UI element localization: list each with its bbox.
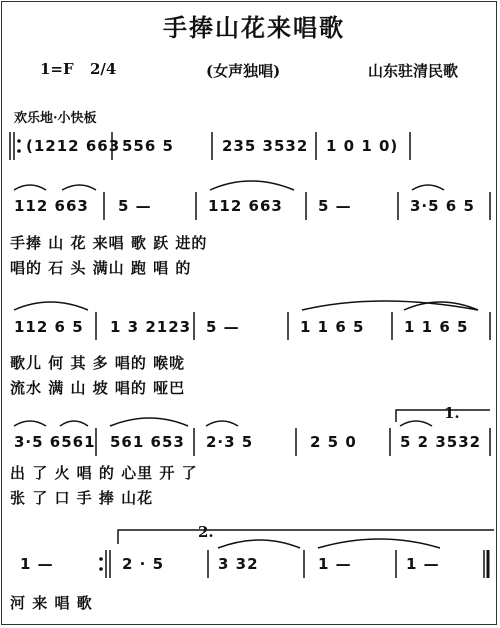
measure: 1 1 6 5 (404, 318, 469, 336)
tie (218, 540, 300, 548)
repeat-dot (99, 557, 103, 561)
lyric-line-1: 歌儿 何 其 多 唱的 喉咙 (10, 354, 186, 372)
lyric-line-1: 出 了 火 唱 的 心里 开 了 (10, 464, 198, 482)
repeat-dot (99, 567, 103, 571)
measure: 112 6 5 (14, 318, 84, 336)
measure: 556 5 (122, 137, 174, 155)
measure: 5 — (206, 318, 240, 336)
slur (14, 421, 46, 426)
key-signature: 1=F (40, 60, 74, 78)
volta-bracket (396, 410, 490, 422)
lyric-line-2: 流水 满 山 坡 唱的 哑巴 (10, 379, 186, 397)
measure: 235 3532 (222, 137, 309, 155)
slur (60, 421, 88, 426)
repeat-dot (17, 149, 21, 153)
measure: 1 — (318, 555, 352, 573)
measure: 1 1 6 5 (300, 318, 365, 336)
measure: 2 5 0 (310, 433, 357, 451)
lyric-line-1: 手捧 山 花 来唱 歌 跃 进的 (10, 234, 208, 252)
lyric-line-2: 唱的 石 头 满山 跑 唱 的 (10, 259, 192, 277)
performance-note: (女声独唱) (206, 62, 281, 80)
measure: 3·5 6 5 (410, 197, 475, 215)
measure: (1212 663 (26, 137, 121, 155)
slur (14, 302, 88, 310)
measure: 112 663 (208, 197, 283, 215)
repeat-dot (17, 139, 21, 143)
tie (318, 539, 440, 548)
measure: 5 — (318, 197, 352, 215)
volta-first-ending: 1. (444, 404, 460, 422)
measure: 5 — (118, 197, 152, 215)
volta-second-ending: 2. (198, 523, 214, 541)
slur (62, 185, 96, 190)
measure: 5 2 3532 (400, 433, 482, 451)
measure: 3·5 6561 (14, 433, 96, 451)
time-signature: 2/4 (90, 60, 117, 78)
lyric-line-2: 张 了 口 手 捧 山花 (10, 489, 154, 507)
measure: 1 — (20, 555, 54, 573)
measure: 2 · 5 (122, 555, 165, 573)
lyric-line-1: 河 来 唱 歌 (10, 594, 93, 612)
tempo-marking: 欢乐地·小快板 (14, 111, 97, 126)
measure: 3 32 (218, 555, 259, 573)
measure: 112 663 (14, 197, 89, 215)
slur (206, 421, 238, 426)
slur (210, 181, 294, 190)
volta-bracket (118, 530, 494, 544)
slur (110, 418, 188, 426)
song-title: 手捧山花来唱歌 (163, 13, 345, 42)
measure: 1 0 1 0) (326, 137, 399, 155)
slur (412, 185, 444, 190)
slur (14, 185, 46, 190)
slur (400, 421, 432, 426)
measure: 2·3 5 (206, 433, 254, 451)
song-source: 山东驻清民歌 (368, 62, 459, 80)
measure: 1 — (406, 555, 440, 573)
measure: 1 3 2123 (110, 318, 192, 336)
measure: 561 653 (110, 433, 185, 451)
